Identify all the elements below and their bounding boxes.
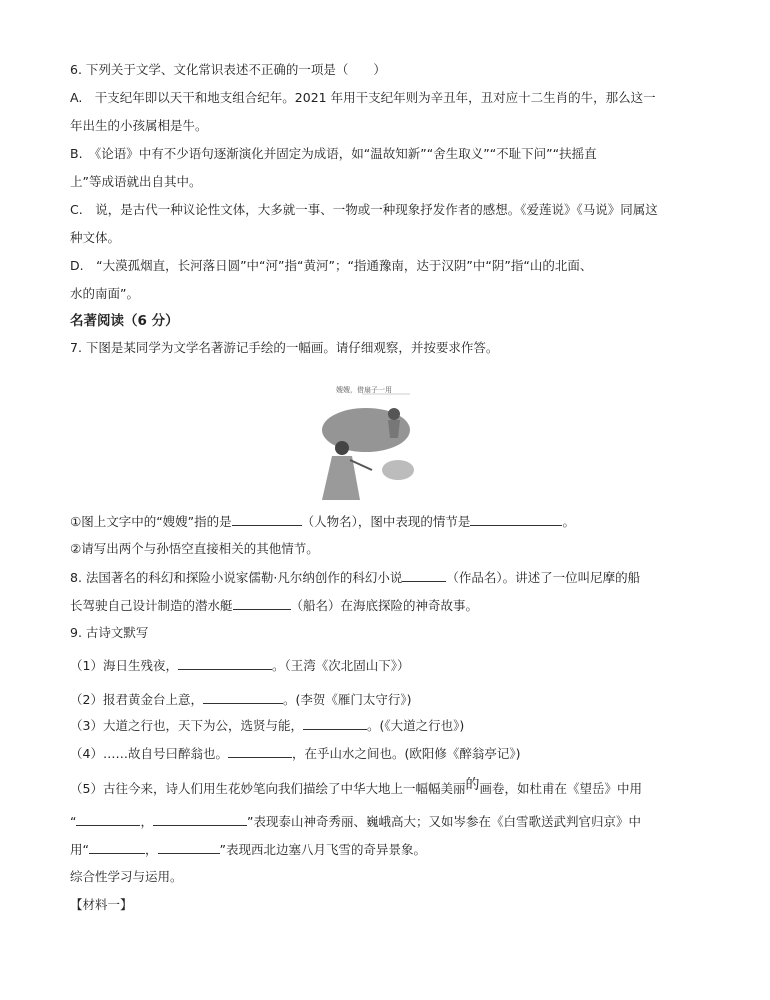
q9-item5-line3 [70,841,426,858]
q9-item3-text-b: 。(《大道之行也》) [366,718,465,733]
q6-option-c-line1: C. 说，是古代一种议论性文体，大多就一事、一物或一种现象抒发作者的感想。《爱莲说》《马说》同属这 [70,202,658,217]
answer-blank-character[interactable] [232,513,302,526]
q9-item2-text-b: 。(李贺《雁门太守行》) [282,692,412,707]
answer-blank-plot[interactable] [470,513,562,526]
q6-stem: 6. 下列关于文学、文化常识表述不正确的一项是（ ） [70,62,386,77]
section-title: 名著阅读（6 分） [70,313,179,329]
q9-item3-text-a: （3）大道之行也，天下为公，选贤与能， [70,718,303,733]
q6-option-b-line2: 上”等成语就出自其中。 [70,174,202,189]
q9-item4 [70,745,520,762]
q9-item5-text-g: ， [144,842,158,857]
answer-blank-poem5b[interactable] [153,813,247,826]
q9-item5-text-b: 画卷，如杜甫在《望岳》中用 [479,781,642,796]
answer-blank-poem1[interactable] [178,657,272,670]
q9-title: 9. 古诗文默写 [70,625,149,640]
q9-item5-text-f: 用“ [70,842,89,857]
answer-blank-ship[interactable] [233,597,291,610]
q7-sub1-text-a: ①图上文字中的“嫂嫂”指的是 [70,514,232,529]
monkey-head [388,408,400,420]
q9-item2 [70,691,411,708]
q6-option-c-line2: 种文体。 [70,230,121,245]
q8-line2 [70,597,478,614]
q9-item4-text-b: ，在乎山水之间也。(欧阳修《醉翁亭记》) [291,746,521,761]
q8-text-b: （作品名）。讲述了一位叫尼摩的船 [446,570,641,585]
q9-item3 [70,717,464,734]
q8-text-a: 8. 法国著名的科幻和探险小说家儒勒·凡尔纳创作的科幻小说 [70,570,403,585]
answer-blank-poem3[interactable] [303,717,367,730]
q6-option-b-line1: B. 《论语》中有不少语句逐渐演化并固定为成语，如“温故知新”“舍生取义”“不耻下问”“扶摇直 [70,146,597,161]
q7-drawing [314,362,416,504]
q6-option-d-line1: D. “大漠孤烟直，长河落日圆”中“河”指“黄河”；“指通豫南，达于汉阴”中“阴”指“山的北面、 [70,258,593,273]
q9-item4-text-a: （4）……故自号曰醉翁也。 [70,746,228,761]
q9-item1-text-b: 。（王湾《次北固山下》） [271,658,410,673]
q7-sub1-text-b: （人物名），图中表现的情节是 [301,514,471,529]
q8-text-c: 长驾驶自己设计制造的潜水艇 [70,598,233,613]
q9-item5-text-c: “ [70,814,77,829]
q7-sub1-text-c: 。 [562,514,575,529]
comprehensive-heading: 综合性学习与运用。 [70,869,183,884]
q6-option-d-line2: 水的南面”。 [70,286,139,301]
answer-blank-poem5d[interactable] [158,841,220,854]
answer-blank-poem4[interactable] [228,745,292,758]
q9-item5-text-d: ， [140,814,153,829]
q9-item5-superscript: 的 [465,777,480,793]
answer-blank-poem5a[interactable] [76,813,140,826]
q6-option-a-line1: A. 干支纪年即以天干和地支组合纪年。2021 年用干支纪年则为辛丑年，丑对应十二生肖的牛，那么这一 [70,90,656,105]
small-cloud [382,460,414,480]
answer-blank-poem5c[interactable] [89,841,145,854]
figure-caption-text: 嫂嫂，借扇子一用 [336,386,392,394]
q9-item5-text-a: （5）古往今来，诗人们用生花妙笔向我们描绘了中华大地上一幅幅美丽 [70,781,466,796]
q9-item1 [70,657,409,674]
woman-head [335,441,349,455]
q8-text-d: （船名）在海底探险的神奇故事。 [290,598,479,613]
material-one-heading: 【材料一】 [70,897,133,912]
answer-blank-novel[interactable] [402,569,446,582]
q6-option-a-line2: 年出生的小孩属相是牛。 [70,118,208,133]
q7-stem: 7. 下图是某同学为文学名著游记手绘的一幅画。请仔细观察，并按要求作答。 [70,340,499,355]
q9-item5-line2 [70,813,641,830]
q7-sub2: ②请写出两个与孙悟空直接相关的其他情节。 [70,541,319,556]
q9-item1-text-a: （1）海日生残夜， [70,658,178,673]
answer-blank-poem2[interactable] [203,691,283,704]
q8-line1 [70,569,640,586]
q9-item5-text-h: ”表现西北边塞八月飞雪的奇异景象。 [219,842,426,857]
q9-item2-text-a: （2）报君黄金台上意， [70,692,203,707]
monkey-body [388,420,400,438]
q7-sub1 [70,513,575,530]
q9-item5-line1 [70,777,642,797]
q9-item5-text-e: ”表现泰山神奇秀丽、巍峨高大；又如岑参在《白雪歌送武判官归京》中 [247,814,641,829]
